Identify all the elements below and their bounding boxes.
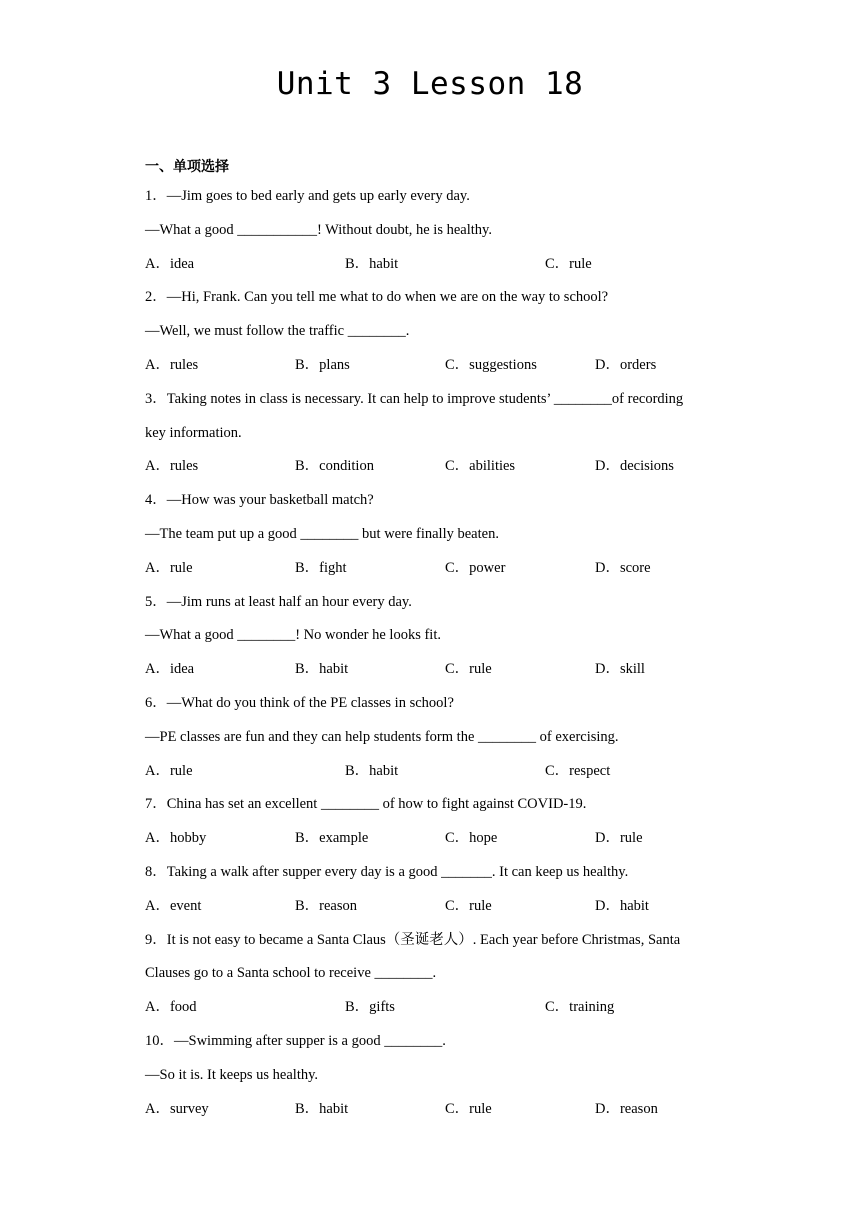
question-10-option-d: D．reason <box>595 1100 658 1117</box>
question-2-option-d: D．orders <box>595 357 657 373</box>
question-8-option-a: A．event <box>145 897 202 914</box>
question-10-text-line: —So it is. It keeps us healthy. <box>145 1066 319 1083</box>
question-2-text-line: 2．—Hi, Frank. Can you tell me what to do when we are on the way to school? <box>145 289 609 306</box>
question-9-text-line: Clauses go to a Santa school to receive ________. <box>145 965 437 982</box>
question-2-option-c: C．suggestions <box>445 357 537 373</box>
question-6-option-b: B．habit <box>345 762 399 779</box>
question-9-option-a: A．food <box>145 999 197 1016</box>
question-1-option-b: B．habit <box>345 255 399 272</box>
question-1-text-line: 1．—Jim goes to bed early and gets up early every day. <box>145 188 470 204</box>
question-9-option-c: C．training <box>545 999 615 1016</box>
question-10-option-c: C．rule <box>445 1100 492 1117</box>
question-4-option-d: D．score <box>595 559 651 576</box>
question-8-option-c: C．rule <box>445 897 492 914</box>
question-5-option-d: D．skill <box>595 661 645 678</box>
question-8-option-d: D．habit <box>595 897 649 914</box>
question-1-option-c: C．rule <box>545 255 592 272</box>
question-2-text-line: —Well, we must follow the traffic ________. <box>145 323 410 340</box>
question-3-text-line: 3．Taking notes in class is necessary. It can help to improve students’ ________of recording <box>145 390 684 407</box>
question-3-option-a: A．rules <box>145 458 199 475</box>
question-7-option-a: A．hobby <box>145 830 207 847</box>
question-9-text-line: 9．It is not easy to became a Santa Claus（圣诞老人）. Each year before Christmas, Santa <box>145 931 681 948</box>
question-5-option-c: C．rule <box>445 661 492 678</box>
question-7-option-b: B．example <box>295 830 369 847</box>
question-4-text-line: 4．—How was your basketball match? <box>145 492 374 509</box>
question-1-option-a: A．idea <box>145 255 195 272</box>
question-4-text-line: —The team put up a good ________ but were finally beaten. <box>145 526 499 542</box>
question-3-option-b: B．condition <box>295 458 374 475</box>
question-4-option-b: B．fight <box>295 559 347 576</box>
question-5-text-line: 5．—Jim runs at least half an hour every day. <box>145 593 412 610</box>
question-6-option-a: A．rule <box>145 762 193 779</box>
question-7-option-d: D．rule <box>595 830 643 847</box>
question-10-text-line: 10．—Swimming after supper is a good ________. <box>145 1033 446 1049</box>
question-4-option-c: C．power <box>445 559 506 576</box>
question-6-option-c: C．respect <box>545 762 611 779</box>
section-heading: 一、单项选择 <box>145 159 229 175</box>
question-2-option-a: A．rules <box>145 357 199 373</box>
question-1-text-line: —What a good ___________! Without doubt, he is healthy. <box>145 221 492 238</box>
question-3-text-line: key information. <box>145 424 242 441</box>
question-2-option-b: B．plans <box>295 357 350 373</box>
question-8-option-b: B．reason <box>295 897 358 914</box>
question-7-option-c: C．hope <box>445 830 498 847</box>
question-10-option-b: B．habit <box>295 1100 349 1117</box>
question-3-option-c: C．abilities <box>445 458 516 475</box>
question-3-option-d: D．decisions <box>595 458 674 475</box>
question-4-option-a: A．rule <box>145 559 193 576</box>
question-7-text-line: 7．China has set an excellent ________ of how to fight against COVID-19. <box>145 796 587 813</box>
question-5-option-a: A．idea <box>145 661 195 678</box>
question-10-option-a: A．survey <box>145 1100 209 1117</box>
question-6-text-line: 6．—What do you think of the PE classes in school? <box>145 695 454 711</box>
document-title: Unit 3 Lesson 18 <box>276 66 584 102</box>
question-5-option-b: B．habit <box>295 661 349 678</box>
question-9-option-b: B．gifts <box>345 999 395 1016</box>
question-8-text-line: 8．Taking a walk after supper every day is a good _______. It can keep us healthy. <box>145 864 629 880</box>
question-6-text-line: —PE classes are fun and they can help students form the ________ of exercising. <box>145 728 619 745</box>
question-5-text-line: —What a good ________! No wonder he looks fit. <box>145 627 441 644</box>
